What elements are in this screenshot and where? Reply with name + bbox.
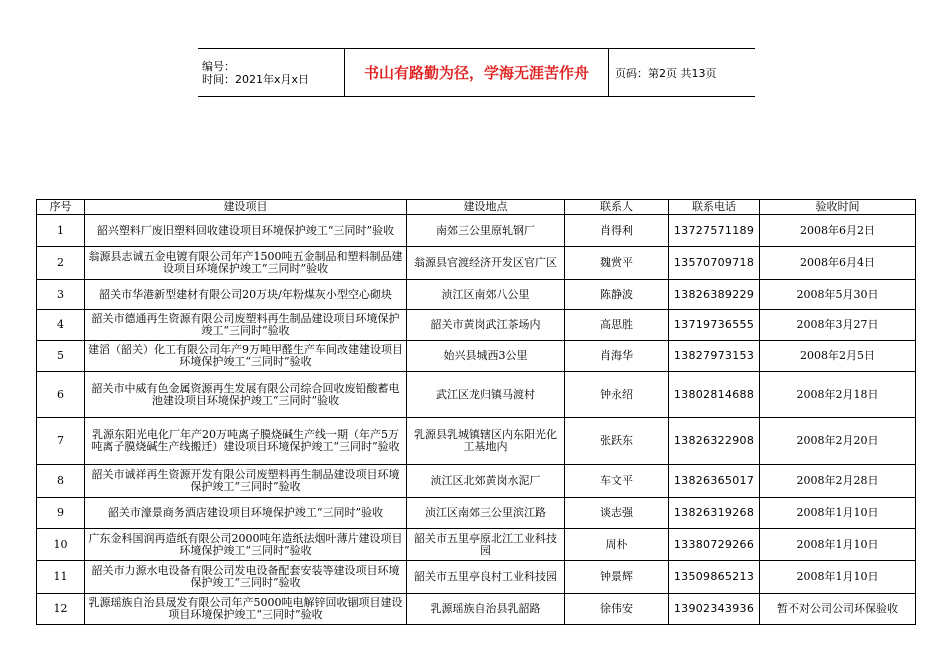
table-row [37, 418, 916, 465]
table-row [37, 529, 916, 561]
document-header [198, 48, 755, 97]
cell-contact: 魏赏平 [565, 247, 669, 280]
table-row [37, 561, 916, 594]
cell-seq: 5 [37, 341, 85, 372]
header-meta [198, 49, 345, 97]
cell-date: 2008年1月10日 [760, 498, 916, 529]
cell-date: 2008年5月30日 [760, 280, 916, 310]
cell-seq: 1 [37, 215, 85, 247]
cell-project: 韶关市诚祥再生资源开发有限公司废塑料再生制品建设项目环境保护竣工“三同时”验收 [85, 465, 407, 498]
cell-date: 2008年3月27日 [760, 310, 916, 341]
cell-phone: 13509865213 [669, 561, 760, 594]
cell-phone: 13826365017 [669, 465, 760, 498]
cell-location: 韶关市五里亭原北江工业科技园 [407, 529, 565, 561]
column-header-location: 建设地点 [407, 200, 565, 215]
cell-date: 2008年2月5日 [760, 341, 916, 372]
cell-phone: 13719736555 [669, 310, 760, 341]
acceptance-table [36, 199, 916, 625]
cell-seq: 4 [37, 310, 85, 341]
cell-project: 乳源瑶族自治县晟发有限公司年产5000吨电解锌回收锢项目建设项目环境保护竣工“三同时”验收 [85, 594, 407, 625]
cell-contact: 张跃东 [565, 418, 669, 465]
cell-location: 翁源县官渡经济开发区官广区 [407, 247, 565, 280]
cell-location: 始兴县城西3公里 [407, 341, 565, 372]
time-label: 时间：2021年x月x日 [202, 72, 310, 86]
cell-location: 武江区龙归镇马渡村 [407, 372, 565, 418]
cell-seq: 11 [37, 561, 85, 594]
cell-contact: 钟景辉 [565, 561, 669, 594]
cell-phone: 13380729266 [669, 529, 760, 561]
cell-seq: 12 [37, 594, 85, 625]
cell-location: 乳源县乳城镇辖区内东阳光化工基地内 [407, 418, 565, 465]
cell-phone: 13827973153 [669, 341, 760, 372]
number-label: 编号： [202, 59, 235, 73]
cell-location: 韶关市黄岗武江茶场内 [407, 310, 565, 341]
cell-phone: 13727571189 [669, 215, 760, 247]
cell-phone: 13826322908 [669, 418, 760, 465]
cell-project: 韶关市濠景商务酒店建设项目环境保护竣工“三同时”验收 [85, 498, 407, 529]
cell-contact: 谈志强 [565, 498, 669, 529]
table-row [37, 594, 916, 625]
cell-seq: 3 [37, 280, 85, 310]
cell-seq: 6 [37, 372, 85, 418]
cell-project: 广东金科国润再造纸有限公司2000吨年造纸法烟叶薄片建设项目环境保护竣工“三同时”验收 [85, 529, 407, 561]
cell-contact: 肖海华 [565, 341, 669, 372]
cell-location: 浈江区南郊三公里滨江路 [407, 498, 565, 529]
cell-project: 韶兴塑料厂废旧塑料回收建设项目环境保护竣工“三同时”验收 [85, 215, 407, 247]
cell-contact: 钟永绍 [565, 372, 669, 418]
table-row [37, 372, 916, 418]
column-header-project: 建设项目 [85, 200, 407, 215]
column-header-date: 验收时间 [760, 200, 916, 215]
cell-phone: 13826319268 [669, 498, 760, 529]
cell-seq: 2 [37, 247, 85, 280]
cell-location: 浈江区南郊八公里 [407, 280, 565, 310]
column-header-contact: 联系人 [565, 200, 669, 215]
cell-project: 韶关市华港新型建材有限公司20万块/年粉煤灰小型空心砌块 [85, 280, 407, 310]
table-row [37, 247, 916, 280]
cell-contact: 高思胜 [565, 310, 669, 341]
cell-seq: 10 [37, 529, 85, 561]
cell-project: 建滔（韶关）化工有限公司年产9万吨甲醛生产车间改建建设项目环境保护竣工“三同时”验收 [85, 341, 407, 372]
cell-project: 乳源东阳光电化厂年产20万吨离子膜烧碱生产线一期（年产5万吨离子膜烧碱生产线搬迁）建设项目环境保护竣工“三同时”验收 [85, 418, 407, 465]
cell-project: 韶关市力源水电设备有限公司发电设备配套安装等建设项目环境保护竣工“三同时”验收 [85, 561, 407, 594]
cell-date: 2008年1月10日 [760, 529, 916, 561]
cell-location: 韶关市五里亭良村工业科技园 [407, 561, 565, 594]
cell-seq: 7 [37, 418, 85, 465]
cell-location: 南郊三公里原轧钢厂 [407, 215, 565, 247]
cell-project: 韶关市中威有色金属资源再生发展有限公司综合回收废铅酸蓄电池建设项目环境保护竣工“三同时”验收 [85, 372, 407, 418]
cell-contact: 陈静波 [565, 280, 669, 310]
cell-date: 2008年6月2日 [760, 215, 916, 247]
cell-contact: 周朴 [565, 529, 669, 561]
table-row [37, 310, 916, 341]
cell-date: 2008年6月4日 [760, 247, 916, 280]
cell-seq: 8 [37, 465, 85, 498]
page-info: 页码：第2页 共13页 [609, 49, 756, 97]
cell-project: 韶关市德通再生资源有限公司废塑料再生制品建设项目环境保护竣工“三同时”验收 [85, 310, 407, 341]
cell-date: 2008年2月28日 [760, 465, 916, 498]
cell-contact: 肖得利 [565, 215, 669, 247]
table-header-row [37, 200, 916, 215]
cell-phone: 13902343936 [669, 594, 760, 625]
table-row [37, 341, 916, 372]
cell-date: 2008年2月18日 [760, 372, 916, 418]
cell-contact: 徐伟安 [565, 594, 669, 625]
cell-location: 浈江区北郊黄岗水泥厂 [407, 465, 565, 498]
table-row [37, 465, 916, 498]
table-row [37, 280, 916, 310]
cell-date: 2008年1月10日 [760, 561, 916, 594]
cell-contact: 车文平 [565, 465, 669, 498]
cell-phone: 13570709718 [669, 247, 760, 280]
cell-project: 翁源县志诚五金电镀有限公司年产1500吨五金制品和塑料制品建设项目环境保护竣工“三同时”验收 [85, 247, 407, 280]
cell-date: 暂不对公司公司环保验收 [760, 594, 916, 625]
table-row [37, 215, 916, 247]
header-motto: 书山有路勤为径，学海无涯苦作舟 [345, 49, 609, 97]
cell-seq: 9 [37, 498, 85, 529]
table-row [37, 498, 916, 529]
column-header-seq: 序号 [37, 200, 85, 215]
cell-date: 2008年2月20日 [760, 418, 916, 465]
cell-location: 乳源瑶族自治县乳韶路 [407, 594, 565, 625]
cell-phone: 13802814688 [669, 372, 760, 418]
cell-phone: 13826389229 [669, 280, 760, 310]
column-header-phone: 联系电话 [669, 200, 760, 215]
